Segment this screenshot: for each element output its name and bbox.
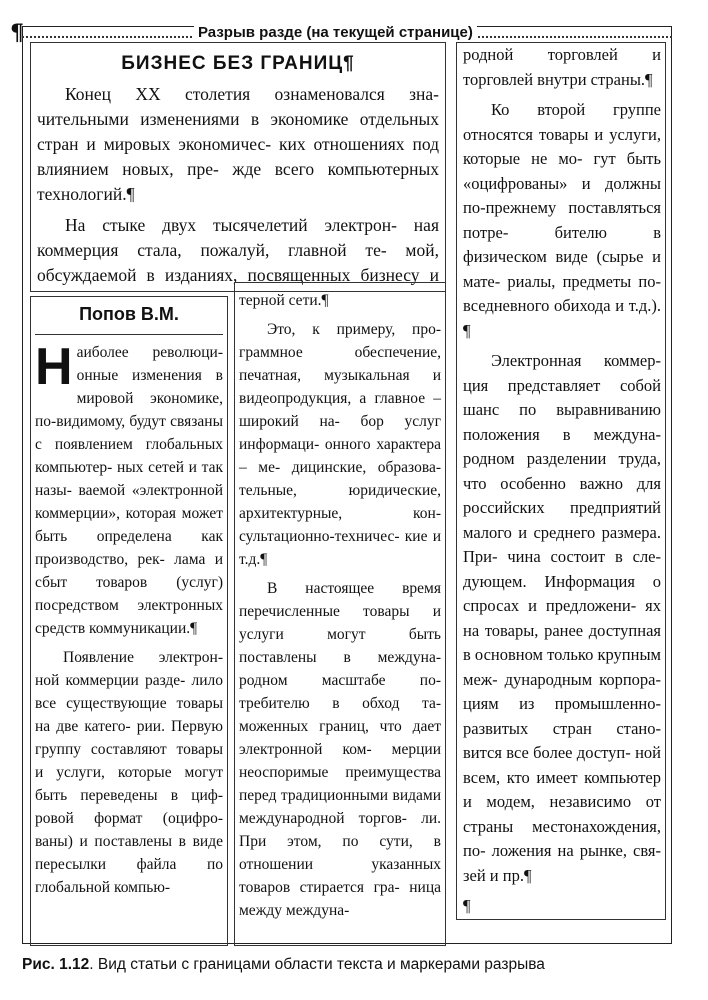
drop-cap: Н — [35, 338, 73, 396]
top-paragraph: На стыке двух тысячелетий электрон- ная коммерция стала, пожалуй, главной те- мой, обсуждаемой в изданиях, посвященных бизнесу и — [37, 215, 439, 285]
left-column-textbox[interactable] — [30, 296, 228, 946]
middle-paragraph: Это, к примеру, про- граммное обеспечение, печатная, музыкальная и видеопродукция, а главное – широкий на- бор услуг информаци- онного характера – ме- дицинские, образова- тельные, юридические, архитектурные, кон- сультационно-техничес- кие и т.д.¶ — [239, 321, 441, 568]
left-paragraph-text: аиболее революци- онные изменения в мировой экономике, по-видимому, будут связаны с появлением глобальных компьютер- ных сетей и так назы- ваемой «электронной коммерции», которая может быть определена как производство, рек- лама и сбыт товаров (услуг) посредством электронных средств коммуникации.¶ — [35, 344, 223, 637]
article-header-textbox[interactable] — [30, 42, 446, 292]
middle-paragraph: терной сети.¶ — [239, 292, 329, 309]
right-paragraph: Электронная коммер- ция представляет собой шанс по выравниванию положения в междуна- родном разделении труда, что особенно важно для российских предприятий малого и среднего размера. При- чина состоит в сле- дующем. Информация о спросах и предложени- ях на товары, ранее доступная в основном только крупным меж- дународным корпора- циям из промышленно- развитых стран стано- вится все более доступ- ной всем, кто имеет компьютер и модем, независимо от страны местонахождения, по- ложения на рынке, свя- зей и пр.¶ — [463, 351, 661, 885]
right-paragraph: Ко второй группе относятся товары и услуги, которые не мо- гут быть «оцифрованы» и должны по-прежнему поставляться потре- бителю в физическом виде (сырье и мате- риалы, предметы по- вседневного обихода и т.д.). ¶ — [463, 100, 661, 340]
left-paragraph — [35, 338, 223, 640]
figure-caption-text: . Вид статьи с границами области текста и маркерами разрыва — [89, 956, 545, 973]
right-paragraph-mark: ¶ — [463, 896, 471, 915]
middle-column-textbox[interactable] — [234, 282, 446, 946]
left-paragraph: Появление электрон- ной коммерции разде- лило все существующие товары на две катего- рии. Первую группу составляют товары и услуги, которые могут быть переведены в циф- ровой формат (оцифро- ваны) и поставлены в виде пересылки файла по глобальной компью- — [35, 649, 223, 896]
top-paragraph: Конец XX столетия ознаменовался зна- чительными изменениями в экономике отдельных стран и мировых экономичес- ких отношениях под влиянием новых, пре- жде всего компьютерных технологий.¶ — [37, 84, 439, 204]
figure-caption — [22, 956, 702, 974]
middle-paragraph: В настоящее время перечисленные товары и услуги могут быть поставлены в междуна- родном масштабе по- требителю в обход та- моженных границ, что дает электронной ком- мерции неоспоримые преимущества перед традиционными видами международной торгов- ли. При этом, по сути, в отношении указанных товаров стирается гра- ница между междуна- — [239, 580, 441, 919]
section-break-label: Разрыв разде (на текущей странице) — [194, 24, 477, 41]
figure-number: Рис. 1.12 — [22, 956, 90, 973]
article-title: БИЗНЕС БЕЗ ГРАНИЦ¶ — [121, 53, 355, 74]
author-name: Попов В.М. — [35, 297, 223, 335]
right-column-textbox[interactable] — [456, 42, 666, 920]
right-paragraph: родной торговлей и торговлей внутри страны.¶ — [463, 45, 661, 89]
section-break-pilcrow: ¶ — [10, 20, 24, 46]
